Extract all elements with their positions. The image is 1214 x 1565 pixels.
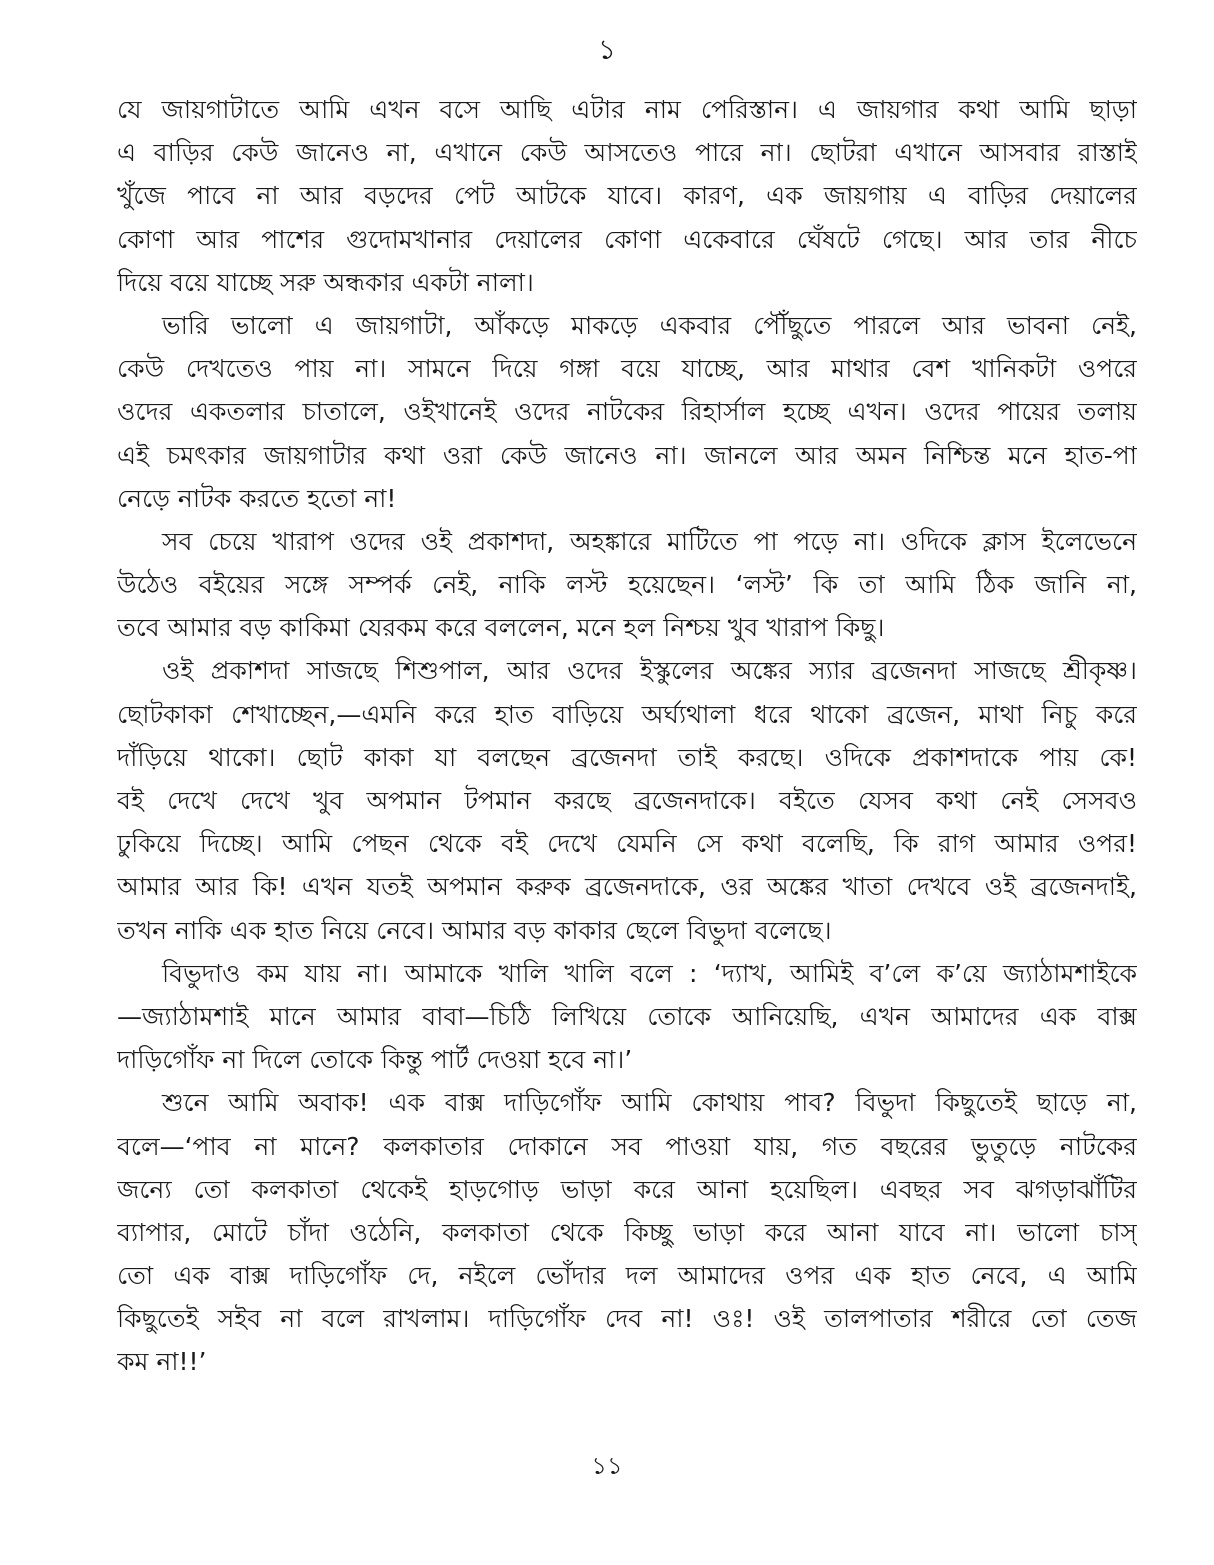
text-line: যে জায়গাটাতে আমি এখন বসে আছি এটার নাম পেরিস্তান। এ জায়গার কথা আমি ছাড়া	[117, 95, 1137, 124]
text-line: শুনে আমি অবাক! এক বাক্স দাড়িগোঁফ আমি কোথায় পাব? বিভুদা কিছুতেই ছাড়ে না,	[162, 1088, 1137, 1118]
text-line: তখন নাকি এক হাত নিয়ে নেবে। আমার বড় কাকার ছেলে বিভুদা বলেছে।	[117, 915, 832, 945]
text-line: ভারি ভালো এ জায়গাটা, আঁকড়ে মাকড়ে একবার পৌঁছুতে পারলে আর ভাবনা নেই,	[162, 310, 1137, 340]
text-line: খুঁজে পাবে না আর বড়দের পেট আটকে যাবে। কারণ, এক জায়গায় এ বাড়ির দেয়ালের	[117, 181, 1137, 211]
text-line: তো এক বাক্স দাড়িগোঁফ দে, নইলে ভোঁদার দল আমাদের ওপর এক হাত নেবে, এ আমি	[117, 1261, 1137, 1291]
page-number: ১১	[591, 1452, 623, 1480]
text-line: ছোটকাকা শেখাচ্ছেন,—এমনি করে হাত বাড়িয়ে অর্ঘ্যথালা ধরে থাকো ব্রজেন, মাথা নিচু করে	[117, 699, 1137, 729]
text-line: দাড়িগোঁফ না দিলে তোকে কিন্তু পার্ট দেওয়া হবে না।’	[117, 1045, 633, 1075]
text-line: ওদের একতলার চাতালে, ওইখানেই ওদের নাটকের রিহার্সাল হচ্ছে এখন। ওদের পায়ের তলায়	[117, 397, 1137, 427]
text-line: দিয়ে বয়ে যাচ্ছে সরু অন্ধকার একটা নালা।	[117, 267, 534, 297]
text-line: নেড়ে নাটক করতে হতো না!	[117, 483, 397, 513]
paragraph	[117, 304, 1137, 520]
text-line: বই দেখে দেখে খুব অপমান টপমান করছে ব্রজেনদাকে। বইতে যেসব কথা নেই সেসবও	[117, 786, 1137, 815]
text-line: উঠেও বইয়ের সঙ্গে সম্পর্ক নেই, নাকি লস্ট হয়েছেন। ‘লস্ট’ কি তা আমি ঠিক জানি না,	[117, 570, 1137, 600]
text-line: —জ্যাঠামশাই মানে আমার বাবা—চিঠি লিখিয়ে তোকে আনিয়েছি, এখন আমাদের এক বাক্স	[117, 1001, 1137, 1031]
paragraph	[117, 952, 1137, 1082]
text-line: দাঁড়িয়ে থাকো। ছোট কাকা যা বলছেন ব্রজেনদা তাই করছে। ওদিকে প্রকাশদাকে পায় কে!	[117, 742, 1137, 772]
text-line: ব্যাপার, মোটে চাঁদা ওঠেনি, কলকাতা থেকে কিচ্ছু ভাড়া করে আনা যাবে না। ভালো চাস্	[117, 1217, 1137, 1247]
paragraph	[117, 520, 1137, 650]
paragraph	[117, 88, 1137, 304]
text-line: ঢুকিয়ে দিচ্ছে। আমি পেছন থেকে বই দেখে যেমনি সে কথা বলেছি, কি রাগ আমার ওপর!	[117, 829, 1137, 859]
text-line: এই চমৎকার জায়গাটার কথা ওরা কেউ জানেও না। জানলে আর অমন নিশ্চিন্ত মনে হাত-পা	[117, 440, 1137, 470]
text-line: সব চেয়ে খারাপ ওদের ওই প্রকাশদা, অহঙ্কারে মাটিতে পা পড়ে না। ওদিকে ক্লাস ইলেভেনে	[162, 526, 1137, 556]
text-line: এ বাড়ির কেউ জানেও না, এখানে কেউ আসতেও পারে না। ছোটরা এখানে আসবার রাস্তাই	[117, 138, 1137, 168]
text-line: কেউ দেখতেও পায় না। সামনে দিয়ে গঙ্গা বয়ে যাচ্ছে, আর মাথার বেশ খানিকটা ওপরে	[117, 354, 1137, 384]
text-line: কিছুতেই সইব না বলে রাখলাম। দাড়িগোঁফ দেব না! ওঃ! ওই তালপাতার শরীরে তো তেজ	[117, 1304, 1137, 1334]
text-line: আমার আর কি! এখন যতই অপমান করুক ব্রজেনদাকে, ওর অঙ্কের খাতা দেখবে ওই ব্রজেনদাই,	[117, 872, 1137, 902]
text-line: বিভুদাও কম যায় না। আমাকে খালি খালি বলে : ‘দ্যাখ, আমিই ব’লে ক’য়ে জ্যাঠামশাইকে	[162, 958, 1137, 988]
text-line: জন্যে তো কলকাতা থেকেই হাড়গোড় ভাড়া করে আনা হয়েছিল। এবছর সব ঝগড়াঝাঁটির	[117, 1174, 1137, 1204]
text-line: ওই প্রকাশদা সাজছে শিশুপাল, আর ওদের ইস্কুলের অঙ্কের স্যার ব্রজেনদা সাজছে শ্রীকৃষ্ণ।	[162, 656, 1137, 686]
text-line: কম না!!’	[117, 1347, 207, 1377]
text-line: বলে—‘পাব না মানে? কলকাতার দোকানে সব পাওয়া যায়, গত বছরের ভুতুড়ে নাটকের	[117, 1131, 1137, 1161]
text-line: তবে আমার বড় কাকিমা যেরকম করে বললেন, মনে হল নিশ্চয় খুব খারাপ কিছু।	[117, 613, 885, 643]
chapter-number: ১	[597, 33, 617, 66]
text-line: কোণা আর পাশের গুদোমখানার দেয়ালের কোণা একেবারে ঘেঁষটে গেছে। আর তার নীচে	[117, 224, 1137, 254]
paragraph	[117, 1081, 1137, 1383]
body-text	[117, 88, 1137, 1384]
paragraph	[117, 649, 1137, 951]
